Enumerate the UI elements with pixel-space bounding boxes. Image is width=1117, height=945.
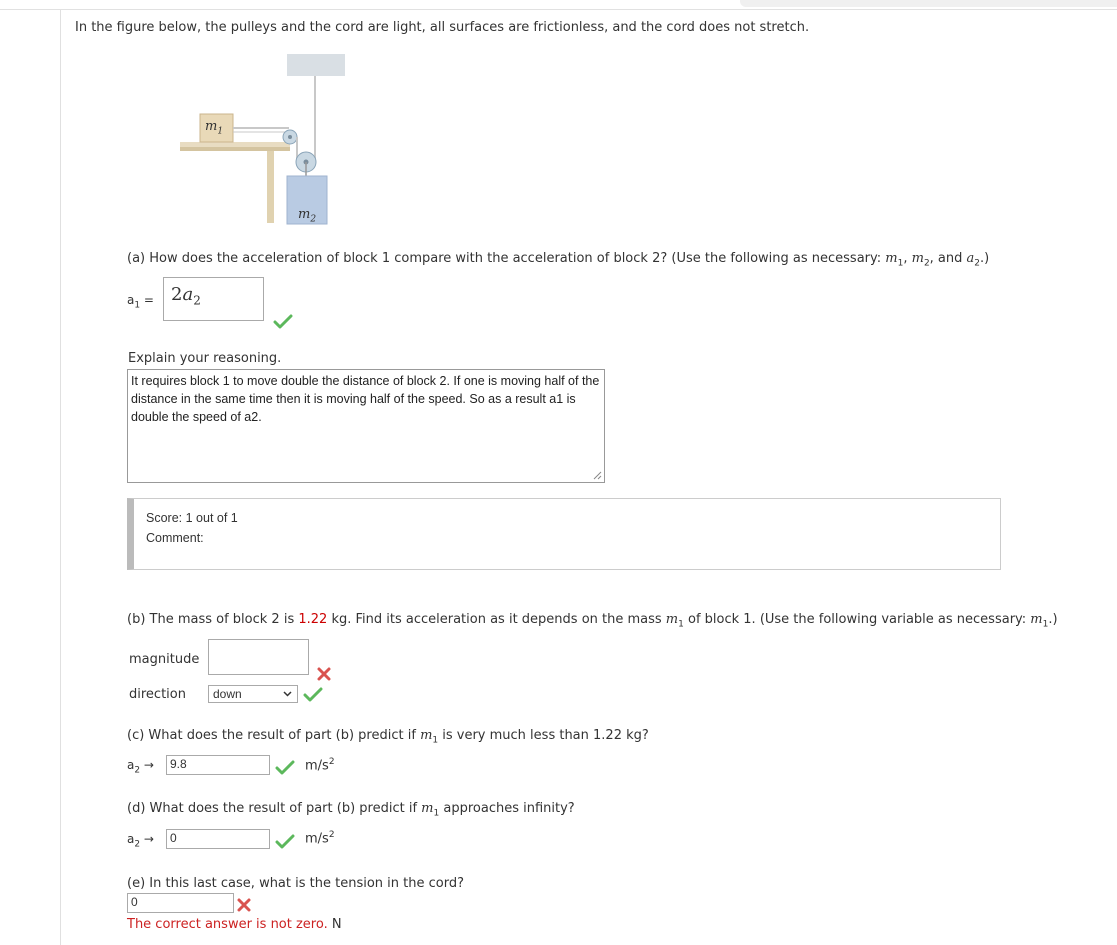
reasoning-text: It requires block 1 to move double the distance of block 2. If one is moving half of the distance in the same time then it is moving half of the speed. So as a result a1 is double the speed of a2. (131, 374, 600, 424)
part-d-question: (d) What does the result of part (b) predict if $m_1$ approaches infinity? (127, 801, 575, 819)
direction-label: direction (129, 687, 186, 702)
ceiling-block (287, 54, 345, 76)
m1-figure-label: $m_1$ (205, 119, 224, 137)
table-top (180, 142, 290, 147)
chevron-down-icon (283, 691, 292, 697)
part-e-question: (e) In this last case, what is the tension in the cord? (127, 876, 464, 891)
a2-arrow-label-d: $a_2$ → (127, 832, 154, 850)
magnitude-input[interactable] (208, 639, 309, 675)
part-a-question: (a) How does the acceleration of block 1 compare with the acceleration of block 2? (Use the following as necessary: $m_1$, $m_2$, and $a_2$.) (127, 251, 990, 269)
part-c-question: (c) What does the result of part (b) predict if $m_1$ is very much less than 1.22 kg? (127, 728, 649, 746)
table-leg (267, 151, 274, 223)
left-border (60, 10, 61, 945)
pulley-figure (175, 52, 355, 232)
m2-figure-label: $m_2$ (298, 207, 317, 225)
part-e-input[interactable]: 0 (127, 893, 234, 913)
direction-selected-value: down (213, 687, 242, 701)
reasoning-textarea[interactable] (127, 369, 605, 483)
a1-answer-field[interactable] (163, 277, 264, 321)
magnitude-label: magnitude (129, 652, 200, 667)
a2-arrow-label-c: $a_2$ → (127, 758, 154, 776)
score-panel (127, 498, 1001, 570)
part-c-unit: $m/s^2$ (305, 757, 335, 774)
a1-label: $a_1$ = (127, 293, 154, 311)
part-e-feedback: The correct answer is not zero. N (127, 917, 342, 932)
top-divider (0, 9, 1117, 10)
check-icon (275, 759, 295, 775)
check-icon (273, 313, 293, 329)
cross-icon (316, 666, 332, 682)
resize-handle-icon[interactable] (593, 471, 602, 480)
intro-text: In the figure below, the pulleys and the cord are light, all surfaces are frictionless, and the cord does not stretch. (75, 20, 810, 35)
comment-label: Comment: (146, 531, 204, 545)
part-b-question: (b) The mass of block 2 is 1.22 kg. Find its acceleration as it depends on the mass $m_1$ of block 1. (Use the following variable as necessary: $m_1$.) (127, 612, 1058, 630)
top-tab-bar (740, 0, 1117, 7)
part-c-input[interactable]: 9.8 (166, 755, 270, 775)
part-d-input[interactable]: 0 (166, 829, 270, 849)
explain-label: Explain your reasoning. (128, 351, 282, 366)
part-d-unit: $m/s^2$ (305, 830, 335, 847)
cross-icon (236, 897, 252, 913)
check-icon (275, 833, 295, 849)
score-line: Score: 1 out of 1 (146, 511, 238, 525)
direction-select[interactable] (208, 685, 298, 703)
check-icon (303, 686, 323, 702)
part-e-unit: N (331, 917, 342, 932)
a1-answer-value: $2a_2$ (171, 284, 201, 308)
